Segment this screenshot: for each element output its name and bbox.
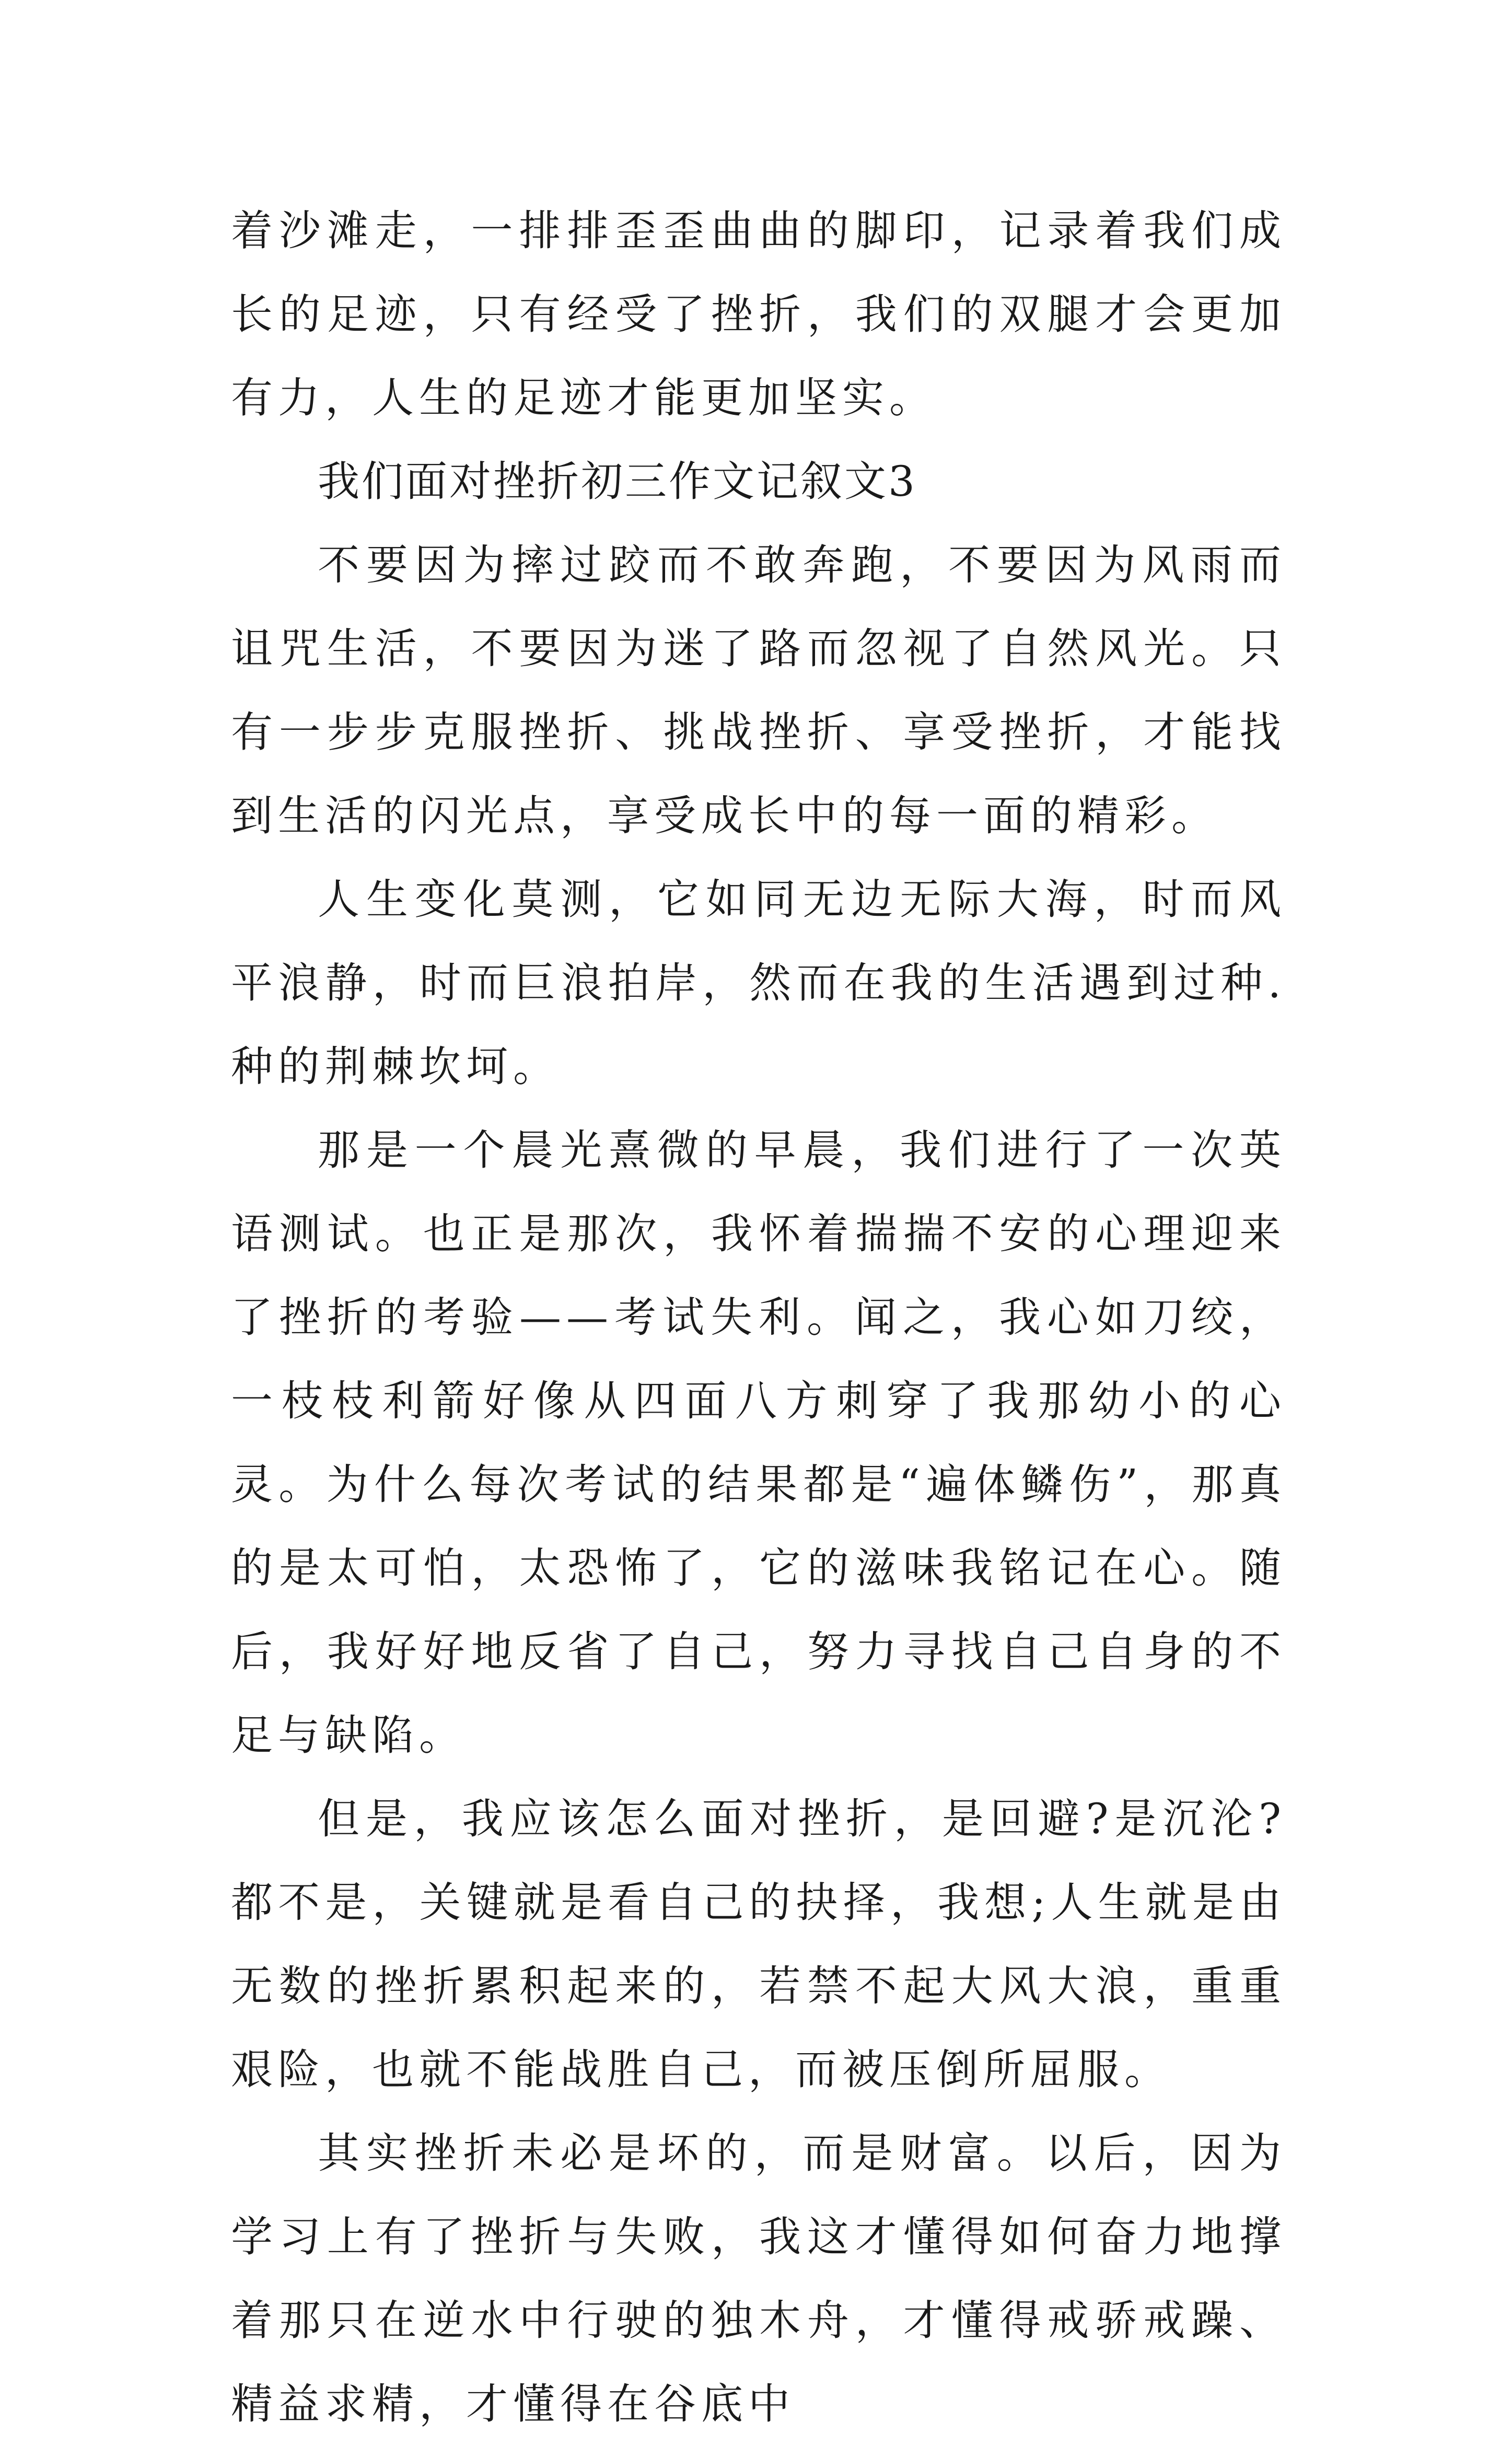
paragraph-5: 其实挫折未必是坏的，而是财富。以后，因为学习上有了挫折与失败，我这才懂得如何奋力地撑着那只在逆水中行驶的独木舟，才懂得戒骄戒躁、精益求精，才懂得在谷底中 (231, 2129, 1286, 2428)
section-title: 我们面对挫折初三作文记叙文3 (318, 457, 917, 506)
document-body (231, 189, 1286, 2446)
paragraph-3: 那是一个晨光熹微的早晨，我们进行了一次英语测试。也正是那次，我怀着揣揣不安的心理迎来了挫折的考验——考试失利。闻之，我心如刀绞，一枝枝利箭好像从四面八方刺穿了我那幼小的心灵。为什么每次考试的结果都是“遍体鳞伤”，那真的是太可怕，太恐怖了，它的滋味我铭记在心。随后，我好好地反省了自己，努力寻找自己自身的不足与缺陷。 (231, 1126, 1286, 1760)
continuation-paragraph: 着沙滩走，一排排歪歪曲曲的脚印，记录着我们成长的足迹，只有经受了挫折，我们的双腿才会更加有力，人生的足迹才能更加坚实。 (231, 206, 1286, 422)
paragraph-2: 人生变化莫测，它如同无边无际大海，时而风平浪静，时而巨浪拍岸，然而在我的生活遇到过种.种的荆棘坎坷。 (231, 875, 1286, 1091)
paragraph-1: 不要因为摔过跤而不敢奔跑，不要因为风雨而诅咒生活，不要因为迷了路而忽视了自然风光。只有一步步克服挫折、挑战挫折、享受挫折，才能找到生活的闪光点，享受成长中的每一面的精彩。 (231, 541, 1286, 840)
paragraph-4: 但是，我应该怎么面对挫折，是回避?是沉沦?都不是，关键就是看自己的抉择，我想;人生就是由无数的挫折累积起来的，若禁不起大风大浪，重重艰险，也就不能战胜自己，而被压倒所屈服。 (231, 1795, 1286, 2094)
